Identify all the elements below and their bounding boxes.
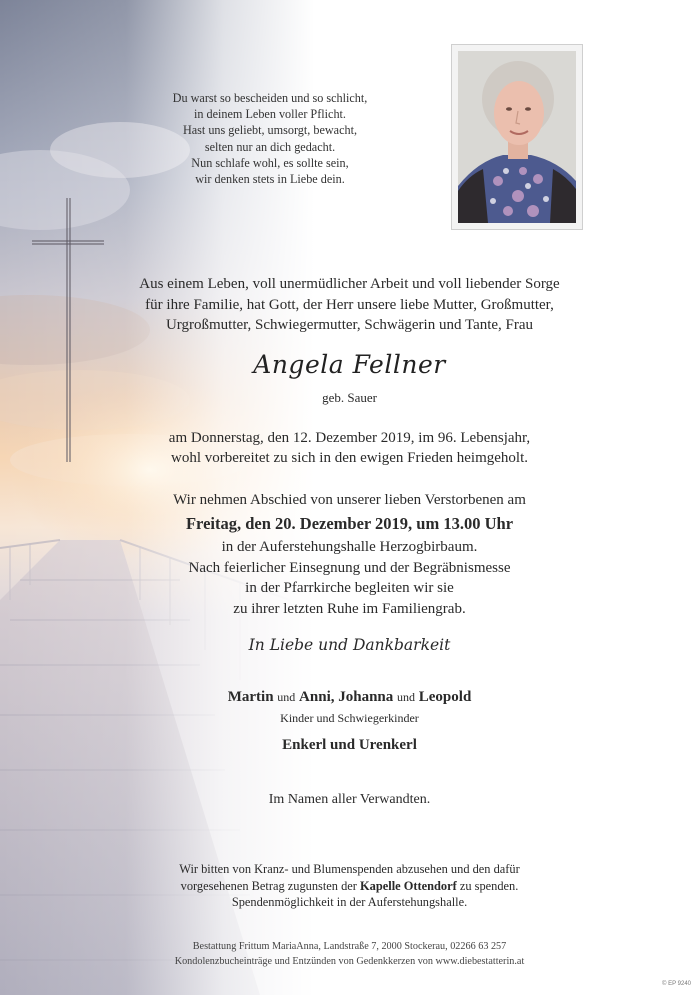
death-notice — [0, 428, 699, 468]
portrait-photo — [458, 51, 576, 223]
mourner-name: Anni, Johanna — [299, 689, 394, 705]
request-line: Spendenmöglichkeit in der Auferstehungshalle. — [231, 895, 468, 909]
death-line: wohl vorbereitet zu sich in den ewigen Frieden heimgeholt. — [171, 450, 528, 466]
conjunction: und — [277, 690, 296, 704]
condolence-info: Kondolenzbucheinträge und Entzünden von Gedenkkerzen von www.diebestatterin.at — [174, 955, 525, 967]
poem-line: wir denken stets in Liebe dein. — [195, 172, 345, 187]
poem — [170, 90, 370, 187]
intro-line: für ihre Familie, hat Gott, der Herr unsere liebe Mutter, Großmutter, — [145, 296, 554, 313]
announcement-intro — [0, 274, 699, 336]
funeral-detail-line: Nach feierlicher Einsegnung und der Begräbnismesse — [188, 559, 511, 576]
poem-line: Nun schlafe wohl, es sollte sein, — [191, 155, 349, 170]
portrait-frame — [451, 44, 583, 230]
birth-name: geb. Sauer — [322, 390, 377, 405]
funeral-detail-line: zu ihrer letzten Ruhe im Familiengrab. — [233, 600, 466, 617]
intro-line: Aus einem Leben, voll unermüdlicher Arbeit und voll liebender Sorge — [139, 276, 560, 292]
funeral-detail-line: in der Pfarrkirche begleiten wir sie — [245, 580, 454, 596]
children-label: Kinder und Schwiegerkinder — [280, 711, 419, 725]
request-line — [0, 878, 699, 895]
farewell-intro: Wir nehmen Abschied von unserer lieben Verstorbenen am — [173, 492, 526, 508]
funeral-date: Freitag, den 20. Dezember 2019, um 13.00 Uhr — [185, 514, 514, 533]
poem-line: Hast uns geliebt, umsorgt, bewacht, — [182, 123, 358, 138]
portrait-image — [458, 51, 576, 223]
request-text: vorgesehenen Betrag zugunsten der — [180, 878, 357, 893]
intro-line: Urgroßmutter, Schwiegermutter, Schwägerin und Tante, Frau — [165, 317, 534, 333]
undertaker-address: Bestattung Frittum MariaAnna, Landstraße 7, 2000 Stockerau, 02266 63 257 — [192, 941, 507, 952]
request-text: zu spenden. — [459, 878, 519, 893]
undertaker-footer — [0, 940, 699, 969]
request-line: Wir bitten von Kranz- und Blumenspenden abzusehen und den dafür — [179, 862, 520, 876]
relatives-line: Im Namen aller Verwandten. — [268, 792, 431, 807]
funeral-detail-line: in der Auferstehungshalle Herzogbirbaum. — [221, 539, 478, 555]
grandchildren: Enkerl und Urenkerl — [282, 737, 417, 753]
donation-recipient: Kapelle Ottendorf — [360, 878, 457, 893]
conjunction: und — [397, 690, 416, 704]
mourner-name: Leopold — [418, 689, 472, 705]
copyright-mark: © EP 9240 — [662, 981, 691, 987]
death-line: am Donnerstag, den 12. Dezember 2019, im 96. Lebensjahr, — [168, 430, 531, 446]
poem-line: selten nur an dich gedacht. — [204, 139, 336, 154]
donation-request — [0, 861, 699, 911]
poem-line: in deinem Leben voller Pflicht. — [194, 107, 346, 122]
gratitude-heading: In Liebe und Dankbarkeit — [248, 636, 451, 654]
mourner-name: Martin — [227, 689, 274, 705]
poem-line: Du warst so bescheiden und so schlicht, — [172, 91, 368, 105]
funeral-info — [0, 490, 699, 619]
deceased-name: Angela Fellner — [253, 350, 446, 379]
children-names — [0, 689, 699, 706]
